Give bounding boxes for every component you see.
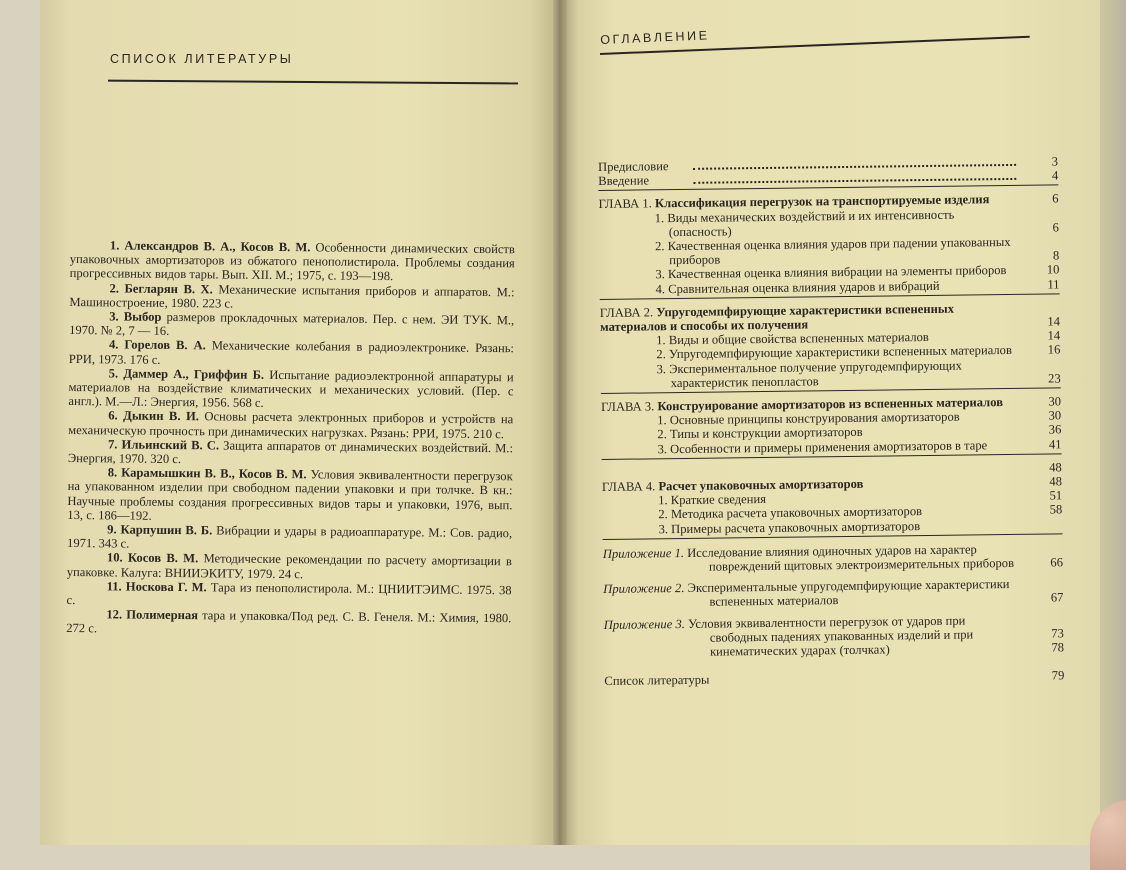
toc-page-number: 51 <box>1034 489 1062 504</box>
appendix-title: Экспериментальные упругодемпфирующие характеристики вспененных материалов <box>687 577 1009 609</box>
bib-author: 12. Полимерная <box>106 608 198 623</box>
section-title: 3. Особенности и примеры применения амортизаторов в таре <box>601 437 1033 456</box>
bibliography-entry <box>67 465 513 526</box>
toc-page-number: 14 <box>1032 329 1060 344</box>
chapter-number: ГЛАВА 4. <box>602 479 655 494</box>
bibliography-entry <box>69 309 514 342</box>
chapter-title: Конструирование амортизаторов из вспененных материалов <box>657 395 1003 413</box>
bib-text: Методические рекомендации по расчету амортизации в упаковке. Калуга: ВНИИЭКИТУ, 1979. 24 с. <box>67 552 512 581</box>
bibliography-entry <box>70 238 515 285</box>
bibliography-entry <box>69 281 514 314</box>
bibliography-entry <box>67 550 512 583</box>
bibliography-entry <box>67 522 512 555</box>
toc-page-number: 66 <box>1035 555 1063 570</box>
toc-page-number: 23 <box>1033 371 1061 386</box>
toc-page-number: 73 <box>1036 626 1064 641</box>
bib-text: Тара из пенополистирола. М.: ЦНИИТЭИМС. 1975. 38 с. <box>66 580 511 607</box>
chapter-number: ГЛАВА 3. <box>601 399 654 414</box>
table-of-contents <box>598 154 1064 688</box>
toc-page-number: 36 <box>1033 423 1061 438</box>
toc-page-numbers <box>1036 626 1064 655</box>
bib-text: Механические колебания в радиоэлектронике. Рязань: РРИ, 1973. 176 с. <box>69 339 514 367</box>
section-title: 2. Типы и конструкции амортизаторов <box>601 423 1033 442</box>
chapter-number: ГЛАВА 2. <box>600 305 653 320</box>
chapter-number: ГЛАВА 1. <box>598 197 651 212</box>
appendix-label: Приложение 1. <box>603 546 684 561</box>
toc-page-number: 4 <box>1030 169 1058 184</box>
toc-page-number: 30 <box>1033 394 1061 409</box>
appendix-entry <box>604 612 1036 660</box>
toc-page-number: 30 <box>1033 409 1061 424</box>
page-edge-background <box>1100 0 1126 845</box>
toc-page-number: 16 <box>1032 343 1060 358</box>
bibliography-entry <box>68 437 513 470</box>
appendix-entry <box>603 542 1035 576</box>
bib-author: 7. Ильинский В. С. <box>108 437 219 452</box>
bibliography-entry <box>66 579 511 612</box>
bib-text: Механические испытания приборов и аппаратов. М.: Машиностроение, 1980. 223 с. <box>69 282 514 310</box>
section-title: 3. Примеры расчета упаковочных амортизаторов <box>602 517 1034 536</box>
section-title: 1. Виды и общие свойства вспененных материалов <box>600 329 1032 348</box>
section-title: 3. Экспериментальное получение упругодемпфирующих характеристик пенопластов <box>600 357 1032 391</box>
bib-text: Условия эквивалентности перегрузок на упакованном изделии при свободном падении упаковки и при толчке. В кн.: Научные проблемы создания прогрессивных видов тары и упаковки, 1976, вып. 13, с. 186—192. <box>67 468 513 523</box>
appendix-title: Исследование влияния одиночных ударов на характер повреждений щитовых электроизмерительных приборов <box>687 542 1014 573</box>
section-title: 3. Качественная оценка влияния вибрации на элементы приборов <box>599 263 1031 282</box>
section-title: 1. Виды механических воздействий и их интенсивность (опасность) <box>599 206 1031 240</box>
toc-section <box>600 357 1060 391</box>
bib-author: 9. Карпушин В. Б. <box>107 522 212 537</box>
bib-text: Особенности динамических свойств упаковочных амортизаторов из обжатого пенополистирола. Проблемы создания прогрессивных видов тары. Вып. XII. М.; 1975, с. 193—198. <box>70 240 515 283</box>
bibliography-entry <box>68 366 513 413</box>
chapter-title: Классификация перегрузок на транспортируемые изделия <box>655 193 990 211</box>
bib-text: тара и упаковка/Под ред. С. В. Генеля. М.: Химия, 1980. 272 с. <box>66 609 511 636</box>
appendix-entry <box>603 577 1035 611</box>
bib-text: Основы расчета электронных приборов и устройств на механическую прочность при динамических нагрузках. Рязань: РРИ, 1975. 210 с. <box>68 410 513 441</box>
chapter-title: Расчет упаковочных амортизаторов <box>658 477 863 494</box>
bib-text: размеров прокладочных материалов. Пер. с нем. ЭИ ТУК. М., 1970. № 2, 7 — 16. <box>69 310 514 338</box>
bibliography-entry <box>69 337 514 370</box>
bib-author: 2. Бегларян В. Х. <box>109 281 212 296</box>
toc-page-number: 41 <box>1033 437 1061 452</box>
appendix-label: Приложение 3. <box>604 617 685 632</box>
section-title: 1. Основные принципы конструирования амортизаторов <box>601 409 1033 428</box>
bib-text: Испытание радиоэлектронной аппаратуры и материалов на воздействие климатических и механических условий. (Пер. с англ.). М.—Л.: Энергия, 1956. 568 с. <box>68 368 513 410</box>
section-title: 2. Качественная оценка влияния ударов при падении упакованных приборов <box>599 235 1031 269</box>
section-title: 2. Методика расчета упаковочных амортизаторов <box>602 503 1034 522</box>
toc-page-number: 48 <box>1034 460 1062 475</box>
toc-label: Введение <box>598 169 1030 188</box>
section-title: 2. Упругодемпфирующие характеристики вспененных материалов <box>600 343 1032 362</box>
bibliography-list <box>66 238 515 640</box>
bib-author: 11. Носкова Г. М. <box>107 579 207 594</box>
toc-page-number: 6 <box>1030 192 1058 207</box>
bib-text: Защита аппаратов от динамических воздействий. М.: Энергия, 1970. 320 с. <box>68 438 513 466</box>
toc-appendix-3 <box>604 612 1064 660</box>
toc-page-number: 79 <box>1036 669 1064 684</box>
appendix-title: Условия эквивалентности перегрузок от ударов при свободных падениях упакованных изделий и при кинематических ударах (толчках) <box>688 613 973 659</box>
right-running-head: ОГЛАВЛЕНИЕ <box>600 28 710 47</box>
toc-page-number: 14 <box>1032 314 1060 329</box>
section-title: 4. Сравнительная оценка влияния ударов и вибраций <box>599 277 1031 296</box>
bib-author: 3. Выбор <box>109 309 161 324</box>
toc-page-number: 67 <box>1035 591 1063 606</box>
bib-text: Вибрации и удары в радиоаппаратуре. М.: Сов. радио, 1971. 343 с. <box>67 523 512 550</box>
appendix-label: Приложение 2. <box>603 581 684 596</box>
bibliography-entry <box>68 408 513 441</box>
toc-page-number: 10 <box>1031 263 1059 278</box>
left-running-head: СПИСОК ЛИТЕРАТУРЫ <box>110 52 293 66</box>
toc-page-number: 48 <box>1034 474 1062 489</box>
toc-page-number: 3 <box>1030 154 1058 169</box>
toc-page-number: 78 <box>1036 640 1064 655</box>
toc-page-number: 8 <box>1031 249 1059 264</box>
bib-author: 4. Горелов В. А. <box>109 338 206 353</box>
toc-page-numbers <box>1034 460 1062 489</box>
chapter-title: Упругодемпфирующие характеристики вспененных материалов и способы их получения <box>600 301 954 334</box>
toc-page-number: 6 <box>1031 220 1059 235</box>
toc-page-number: 11 <box>1031 277 1059 292</box>
toc-label: Список литературы <box>604 669 1036 688</box>
bib-author: 6. Дыкин В. И. <box>108 409 199 424</box>
bib-author: 10. Косов В. М. <box>107 551 198 566</box>
bib-author: 1. Александров В. А., Косов В. М. <box>110 238 311 254</box>
book-gutter <box>553 0 567 845</box>
toc-appendix-1 <box>603 541 1063 575</box>
bib-author: 8. Карамышкин В. В., Косов В. М. <box>108 466 307 482</box>
section-title: 1. Краткие сведения <box>602 489 1034 508</box>
toc-label: Предисловие <box>598 155 1030 174</box>
toc-appendix-2 <box>603 577 1063 611</box>
toc-page-number: 58 <box>1034 503 1062 518</box>
bibliography-entry <box>66 607 511 640</box>
bib-author: 5. Даммер А., Гриффин Б. <box>109 366 265 381</box>
